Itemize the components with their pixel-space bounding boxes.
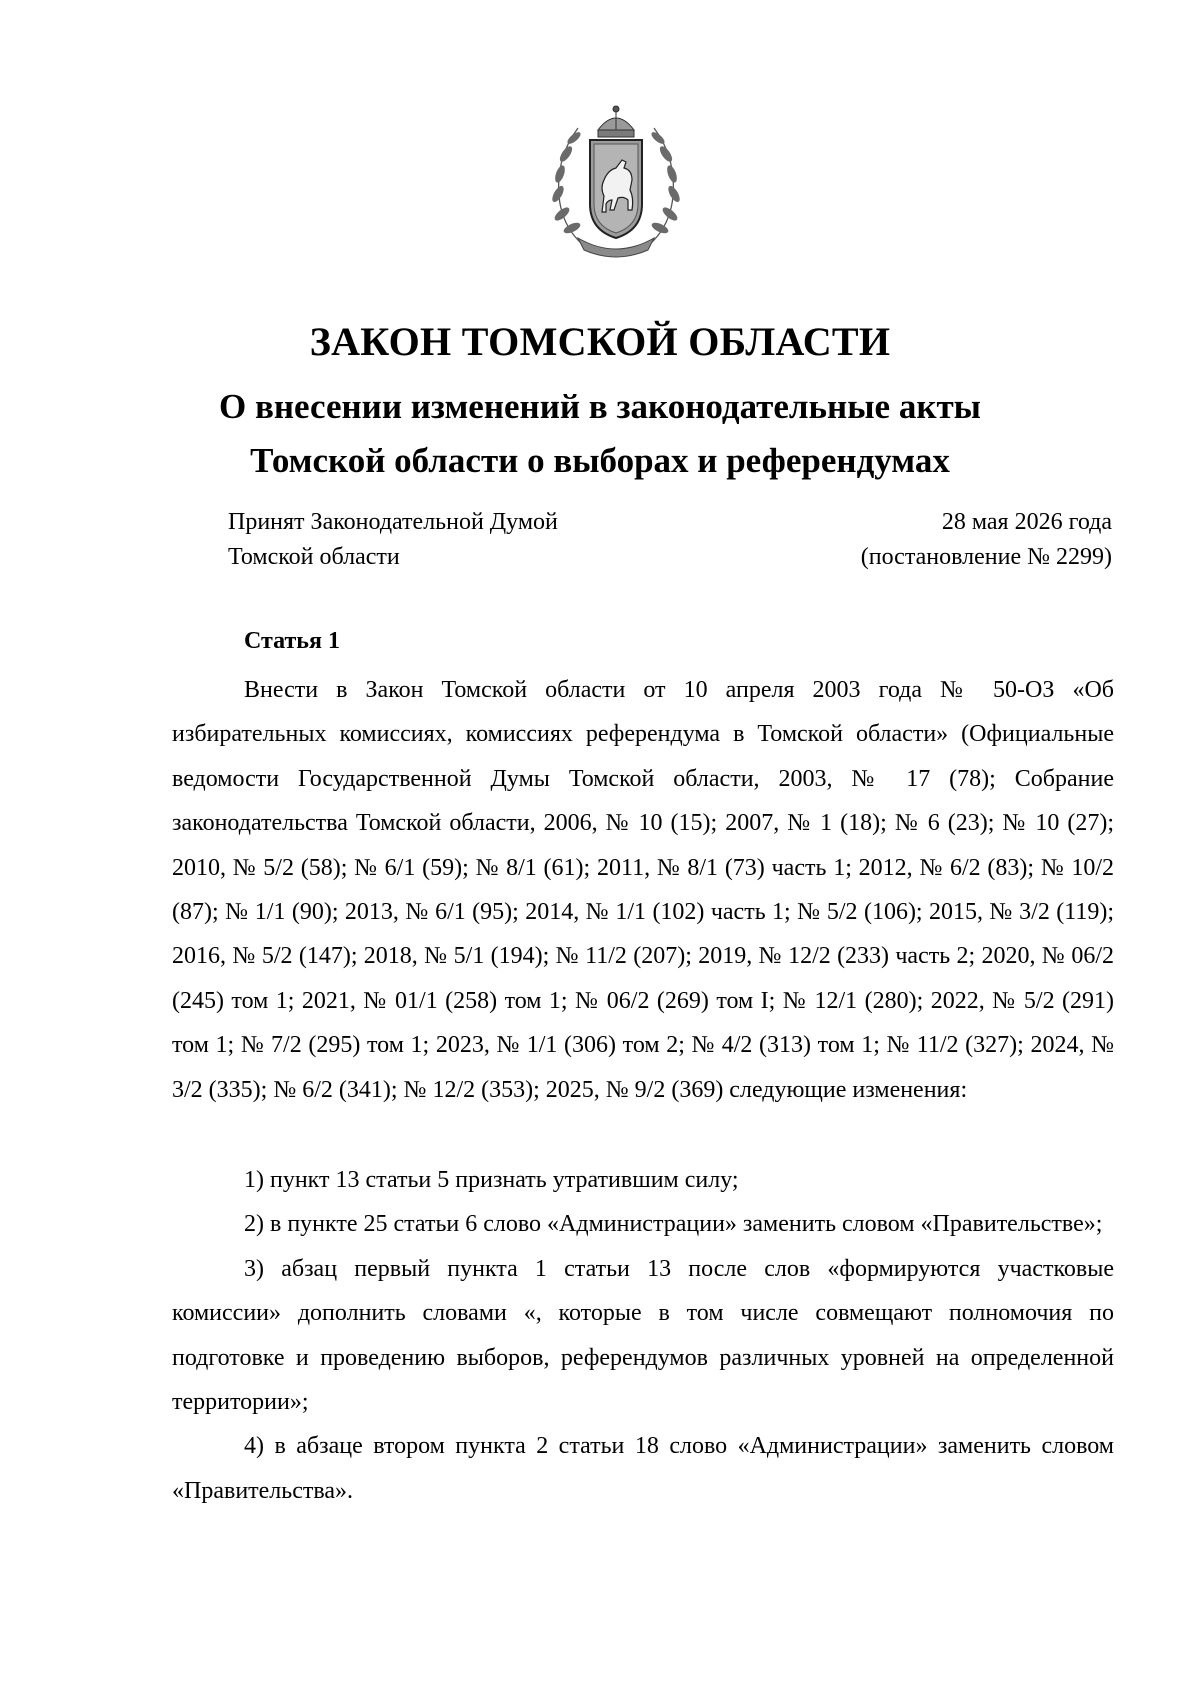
article-heading: Статья 1 bbox=[244, 628, 340, 654]
amendment-item: 4) в абзаце втором пункта 2 статьи 18 слово «Администрации» заменить словом «Правительства». bbox=[172, 1433, 1114, 1504]
law-title: ЗАКОН ТОМСКОЙ ОБЛАСТИ bbox=[309, 319, 891, 364]
resolution-number: (постановление № 2299) bbox=[860, 544, 1112, 570]
amendment-item: 1) пункт 13 статьи 5 признать утратившим силу; bbox=[244, 1167, 739, 1193]
tomsk-oblast-coat-of-arms-icon bbox=[548, 104, 684, 258]
law-subtitle bbox=[150, 380, 1050, 488]
amendments-list bbox=[172, 1158, 1114, 1513]
law-subtitle-line-1: О внесении изменений в законодательные акты bbox=[218, 387, 982, 426]
amendment-item: 3) абзац первый пункта 1 статьи 13 после слов «формируются участковые комиссии» дополнить словами «, которые в том числе совмещают полномочия по подготовке и проведению выборов, референдумов различных уровней на определенной территории»; bbox=[172, 1255, 1114, 1416]
adoption-date-line: 28 мая 2026 года bbox=[941, 509, 1112, 535]
adoption-body-line-2: Томской области bbox=[228, 544, 400, 570]
adoption-body bbox=[228, 505, 558, 575]
article-body bbox=[172, 668, 1114, 1112]
adoption-body-line-1: Принят Законодательной Думой bbox=[228, 509, 558, 535]
adoption-date bbox=[861, 505, 1112, 575]
law-subtitle-line-2: Томской области о выборах и референдумах bbox=[250, 441, 950, 480]
amendment-item: 2) в пункте 25 статьи 6 слово «Администрации» заменить словом «Правительстве»; bbox=[244, 1211, 1103, 1238]
article-intro-paragraph: Внести в Закон Томской области от 10 апреля 2003 года № 50-ОЗ «Об избирательных комиссиях, комиссиях референдума в Томской области» (Официальные ведомости Государственной Думы Томской области, 2003, № 17 (78); Собрание законодательства Томской области, 2006, № 10 (15); 2007, № 1 (18); № 6 (23); № 10 (27); 2010, № 5/2 (58); № 6/1 (59); № 8/1 (61); 2011, № 8/1 (73) часть 1; 2012, № 6/2 (83); № 10/2 (87); № 1/1 (90); 2013, № 6/1 (95); 2014, № 1/1 (102) часть 1; № 5/2 (106); 2015, № 3/2 (119); 2016, № 5/2 (147); 2018, № 5/1 (194); № 11/2 (207); 2019, № 12/2 (233) часть 2; 2020, № 06/2 (245) том 1; 2021, № 01/1 (258) том 1; № 06/2 (269) том I; № 12/1 (280); 2022, № 5/2 (291) том 1; № 7/2 (295) том 1; 2023, № 1/1 (306) том 2; № 4/2 (313) том 1; № 11/2 (327); 2024, № 3/2 (335); № 6/2 (341); № 12/2 (353); 2025, № 9/2 (369) следующие изменения: bbox=[172, 677, 1114, 1103]
